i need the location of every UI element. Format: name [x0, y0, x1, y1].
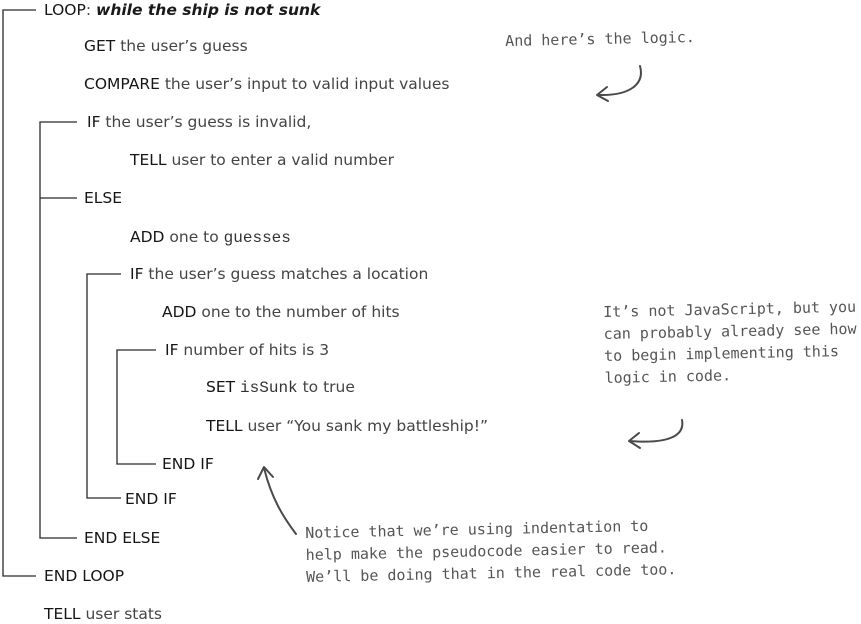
get-keyword: GET — [84, 37, 116, 55]
javascript-note: It’s not JavaScript, but you can probably already see how to begin implementing this logic in code. — [603, 297, 857, 387]
compare-line: COMPARE the user’s input to valid input values — [84, 75, 450, 93]
loop-line: LOOP: while the ship is not sunk — [44, 1, 321, 19]
compare-keyword: COMPARE — [84, 75, 160, 93]
logic-note: And here’s the logic. — [505, 28, 695, 50]
add-hits-line: ADD one to the number of hits — [162, 303, 400, 321]
tell-stats-line: TELL user stats — [44, 605, 163, 623]
add-guesses-line: ADD one to guesses — [130, 228, 291, 247]
indentation-arrow — [258, 467, 296, 534]
set-sunk-line: SET isSunk to true — [206, 378, 355, 397]
tell-keyword: TELL — [44, 605, 81, 623]
end-else-keyword: END ELSE — [84, 529, 161, 547]
if-keyword: IF — [165, 341, 179, 359]
if-invalid-line: IF the user’s guess is invalid, — [87, 113, 312, 131]
loop-condition: while the ship is not sunk — [96, 1, 321, 19]
indentation-note: Notice that we’re using indentation to help make the pseudocode easier to read. We’ll be doing that in the real code too. — [305, 516, 677, 586]
if-keyword: IF — [130, 265, 144, 283]
if-match-line: IF the user’s guess matches a location — [130, 265, 429, 283]
end-if-keyword: END IF — [162, 455, 214, 473]
issunk-variable: isSunk — [240, 379, 298, 397]
javascript-arrow — [629, 420, 682, 448]
set-keyword: SET — [206, 378, 236, 396]
logic-arrow — [597, 66, 641, 101]
get-line: GET the user’s guess — [84, 37, 248, 55]
if-keyword: IF — [87, 113, 101, 131]
add-keyword: ADD — [130, 228, 165, 246]
tell-valid-line: TELL user to enter a valid number — [130, 151, 394, 169]
end-if-keyword: END IF — [125, 490, 177, 508]
tell-sank-line: TELL user “You sank my battleship!” — [206, 417, 489, 435]
end-loop-keyword: END LOOP — [44, 567, 125, 585]
tell-keyword: TELL — [130, 151, 167, 169]
tell-keyword: TELL — [206, 417, 243, 435]
guesses-variable: guesses — [223, 229, 291, 247]
add-keyword: ADD — [162, 303, 197, 321]
loop-keyword: LOOP — [44, 1, 86, 19]
if-hits-line: IF number of hits is 3 — [165, 341, 330, 359]
else-keyword: ELSE — [84, 189, 123, 207]
